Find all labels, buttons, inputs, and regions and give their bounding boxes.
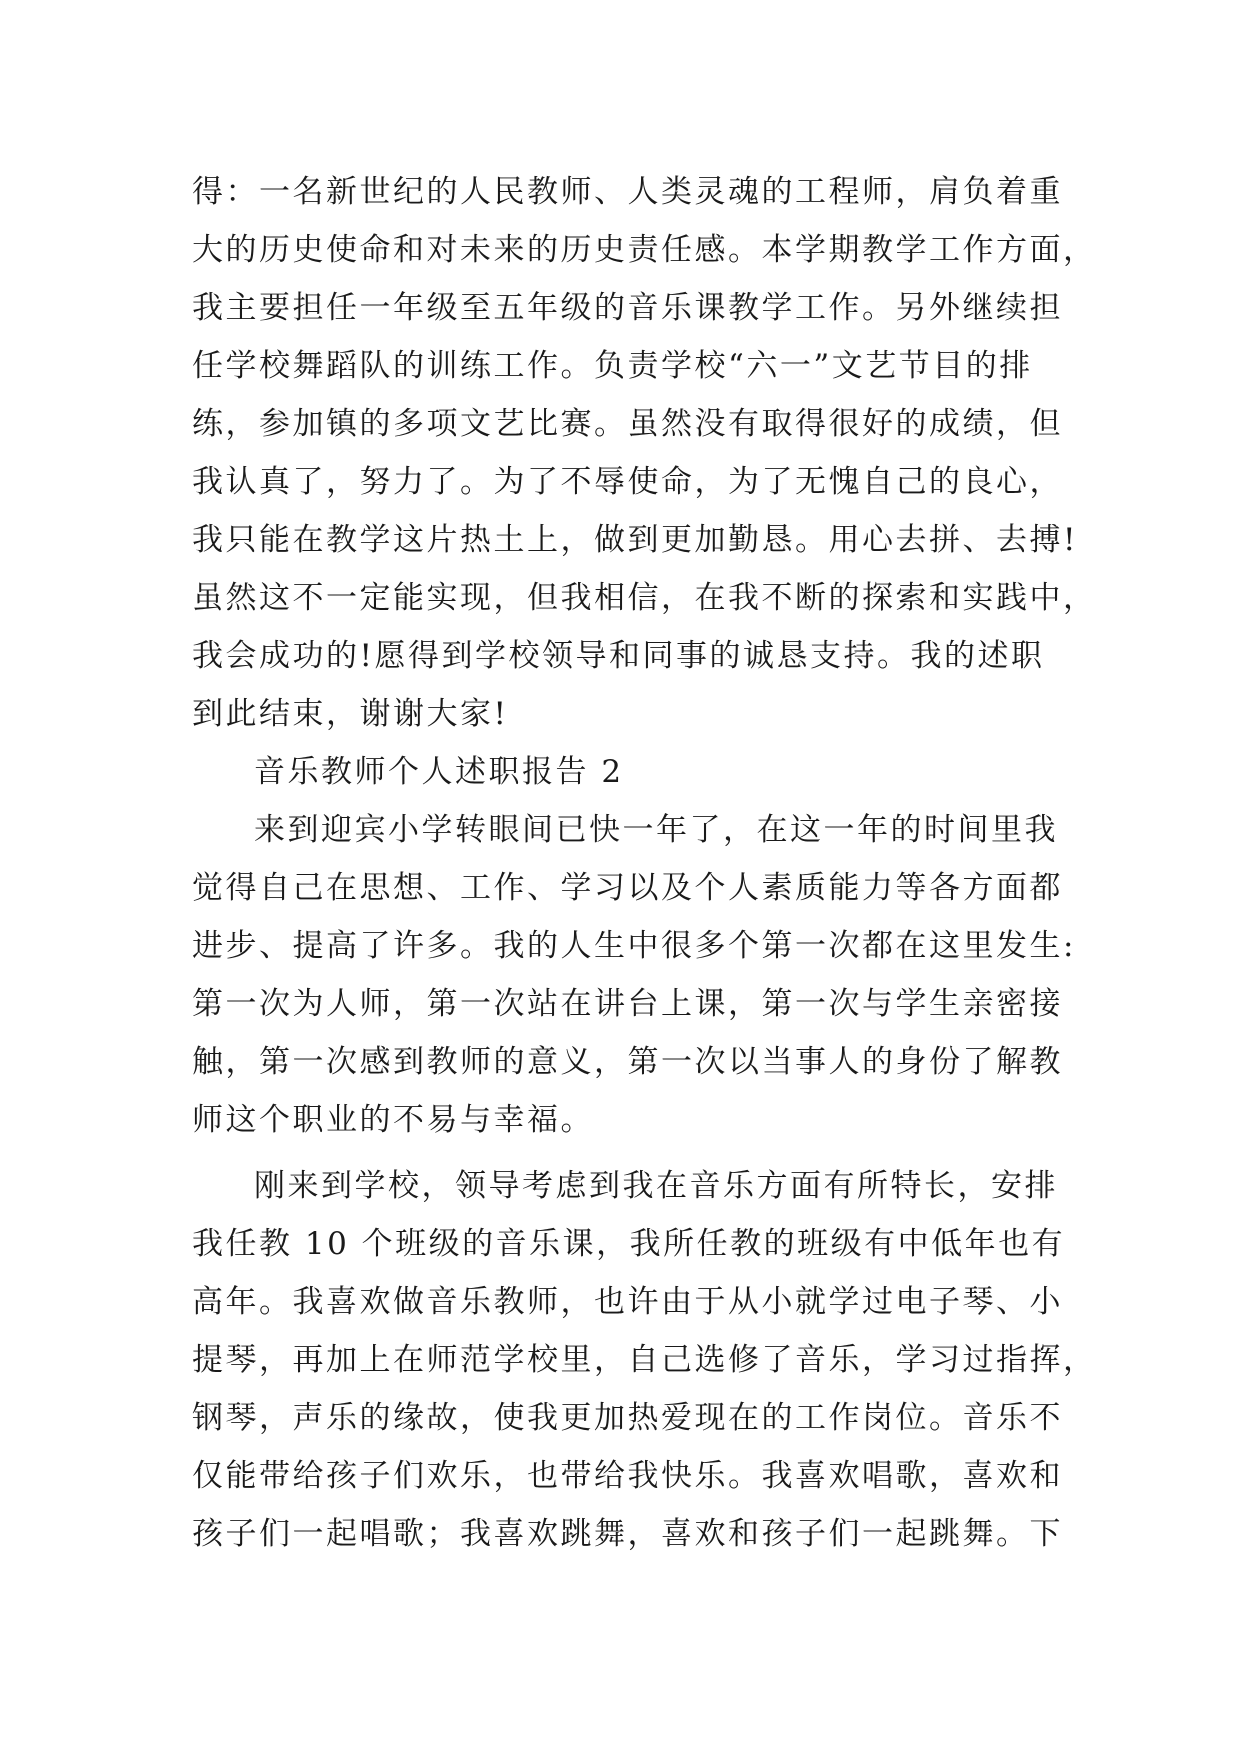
text-line: 任学校舞蹈队的训练工作。负责学校“六一”文艺节目的排 xyxy=(192,348,1033,384)
text-line: 我会成功的!愿得到学校领导和同事的诚恳支持。我的述职 xyxy=(192,638,1045,674)
text-line: 孩子们一起唱歌；我喜欢跳舞，喜欢和孩子们一起跳舞。下 xyxy=(192,1516,1063,1552)
text-line: 钢琴，声乐的缘故，使我更加热爱现在的工作岗位。音乐不 xyxy=(192,1400,1063,1436)
text-line: 得：一名新世纪的人民教师、人类灵魂的工程师，肩负着重 xyxy=(192,174,1063,210)
section-title: 音乐教师个人述职报告 2 xyxy=(254,754,624,790)
text-line: 刚来到学校，领导考虑到我在音乐方面有所特长，安排 xyxy=(254,1168,1058,1204)
text-line: 进步、提高了许多。我的人生中很多个第一次都在这里发生: xyxy=(192,928,1076,964)
text-line: 我主要担任一年级至五年级的音乐课教学工作。另外继续担 xyxy=(192,290,1063,326)
text-line: 练，参加镇的多项文艺比赛。虽然没有取得很好的成绩，但 xyxy=(192,406,1063,442)
text-line: 触，第一次感到教师的意义，第一次以当事人的身份了解教 xyxy=(192,1044,1063,1080)
text-line: 虽然这不一定能实现，但我相信，在我不断的探索和实践中， xyxy=(192,580,1097,616)
text-line: 觉得自己在思想、工作、学习以及个人素质能力等各方面都 xyxy=(192,870,1063,906)
text-line: 到此结束，谢谢大家! xyxy=(192,696,509,732)
text-line: 来到迎宾小学转眼间已快一年了，在这一年的时间里我 xyxy=(254,812,1058,848)
text-line: 大的历史使命和对未来的历史责任感。本学期教学工作方面， xyxy=(192,232,1097,268)
text-line: 仅能带给孩子们欢乐，也带给我快乐。我喜欢唱歌，喜欢和 xyxy=(192,1458,1063,1494)
text-line: 高年。我喜欢做音乐教师，也许由于从小就学过电子琴、小 xyxy=(192,1284,1063,1320)
document-body xyxy=(192,163,1097,1563)
text-line: 提琴，再加上在师范学校里，自己选修了音乐，学习过指挥， xyxy=(192,1342,1097,1378)
text-line: 我任教 10 个班级的音乐课，我所任教的班级有中低年也有 xyxy=(192,1226,1066,1262)
text-line: 我认真了，努力了。为了不辱使命，为了无愧自己的良心， xyxy=(192,464,1063,500)
text-line: 我只能在教学这片热土上，做到更加勤恳。用心去拼、去搏! xyxy=(192,522,1078,558)
text-line: 师这个职业的不易与幸福。 xyxy=(192,1102,594,1138)
text-line: 第一次为人师，第一次站在讲台上课，第一次与学生亲密接 xyxy=(192,986,1063,1022)
